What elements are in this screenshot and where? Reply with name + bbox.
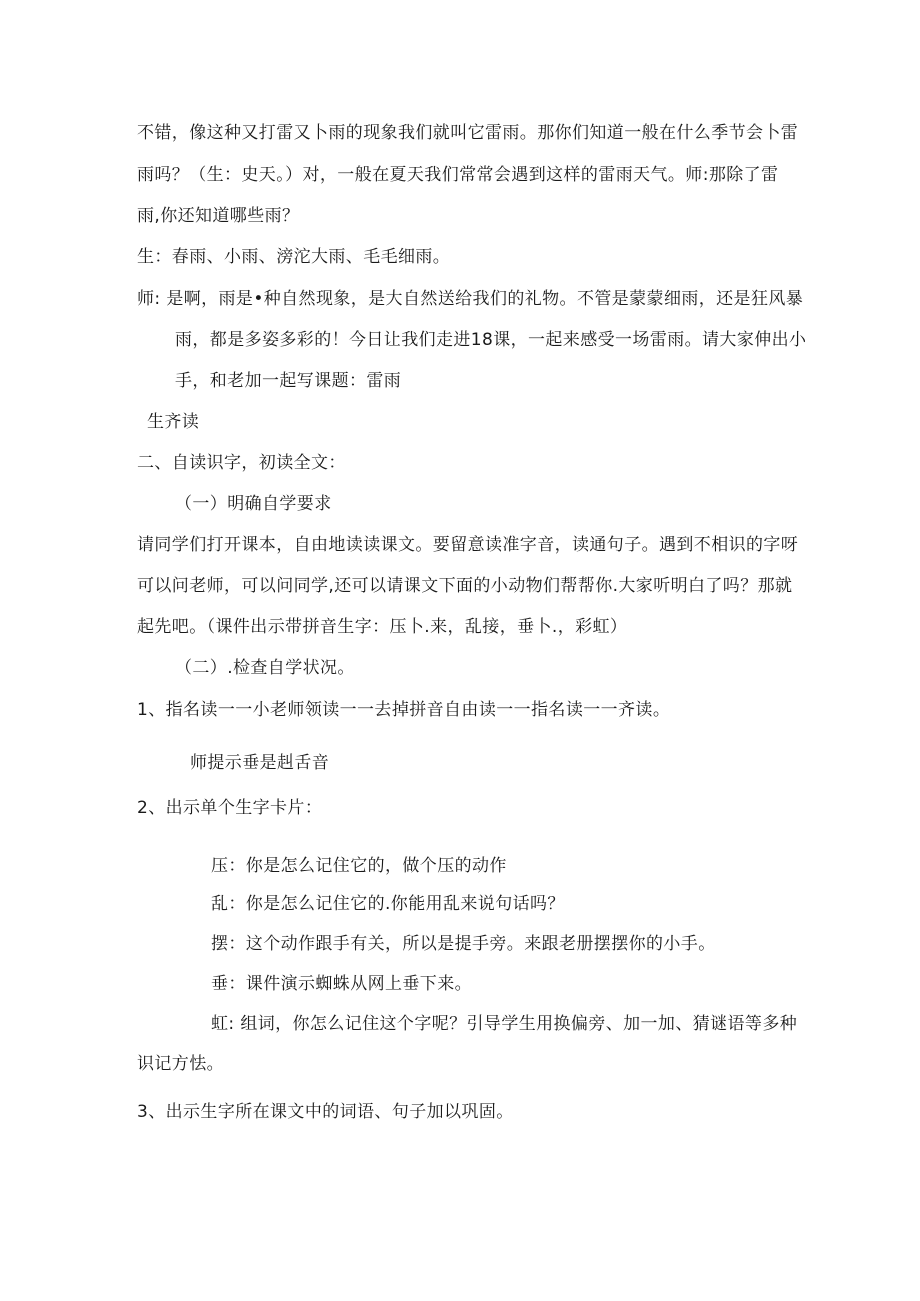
- text-line: 虹: 组词，你怎么记住这个字呢？引导学生用换偏旁、加一加、猜谜语等多种: [211, 1014, 798, 1034]
- text-line: 识记方怯。: [137, 1054, 224, 1074]
- text-line: 雨吗？（生：史天。）对，一般在夏天我们常常会遇到这样的雷雨天气。师:那除了雷: [137, 165, 779, 185]
- text-line: 师提示垂是赳舌音: [190, 753, 330, 773]
- text-line: 可以问老师，可以问同学,还可以请课文下面的小动物们帮帮你.大家听明白了吗？那就: [137, 576, 793, 596]
- text-line: 雨，都是多姿多彩的！今日让我们走进18课，一起来感受一场雷雨。请大家伸出小: [175, 330, 807, 350]
- text-line: 师: 是啊，雨是•种自然现象，是大自然送给我们的礼物。不管是蒙蒙细雨，还是狂风暴: [137, 289, 804, 309]
- text-line: 乱：你是怎么记住它的.你能用乱来说句话吗？: [211, 894, 565, 914]
- section-heading: 二、自读识字，初读全文：: [137, 453, 346, 473]
- text-line: 起先吧。（课件出示带拼音生字：压卜.来，乱接，垂卜.，彩虹）: [137, 617, 628, 637]
- text-line: 请同学们打开课本，自由地读读课文。要留意读准字音，读通句子。遇到不相识的字呀: [137, 535, 799, 555]
- list-item: 2、出示单个生字卡片：: [137, 798, 323, 818]
- text-line: 不错，像这种又打雷又卜雨的现象我们就叫它雷雨。那你们知道一般在什么季节会卜雷: [137, 123, 799, 143]
- text-line: 垂：课件演示蜘蛛从网上垂下来。: [211, 974, 472, 994]
- list-item: 3、出示生字所在课文中的词语、句子加以巩固。: [137, 1102, 514, 1122]
- list-item: 1、指名读一一小老师领读一一去掉拼音自由读一一指名读一一齐读。: [137, 700, 671, 720]
- text-line: 摆：这个动作跟手有关，所以是提手旁。来跟老册摆摆你的小手。: [211, 934, 716, 954]
- text-line: 压：你是怎么记住它的，做个压的动作: [211, 856, 507, 876]
- text-line: 生齐读: [147, 412, 200, 432]
- subsection-heading: （一）明确自学要求: [175, 494, 332, 514]
- text-line: 生：春雨、小雨、滂沱大雨、毛毛细雨。: [137, 247, 451, 267]
- text-line: 手，和老加一起写课题：雷雨: [175, 371, 402, 391]
- subsection-heading: （二）.检查自学状况。: [175, 658, 355, 678]
- text-line: 雨,你还知道哪些雨？: [137, 206, 300, 226]
